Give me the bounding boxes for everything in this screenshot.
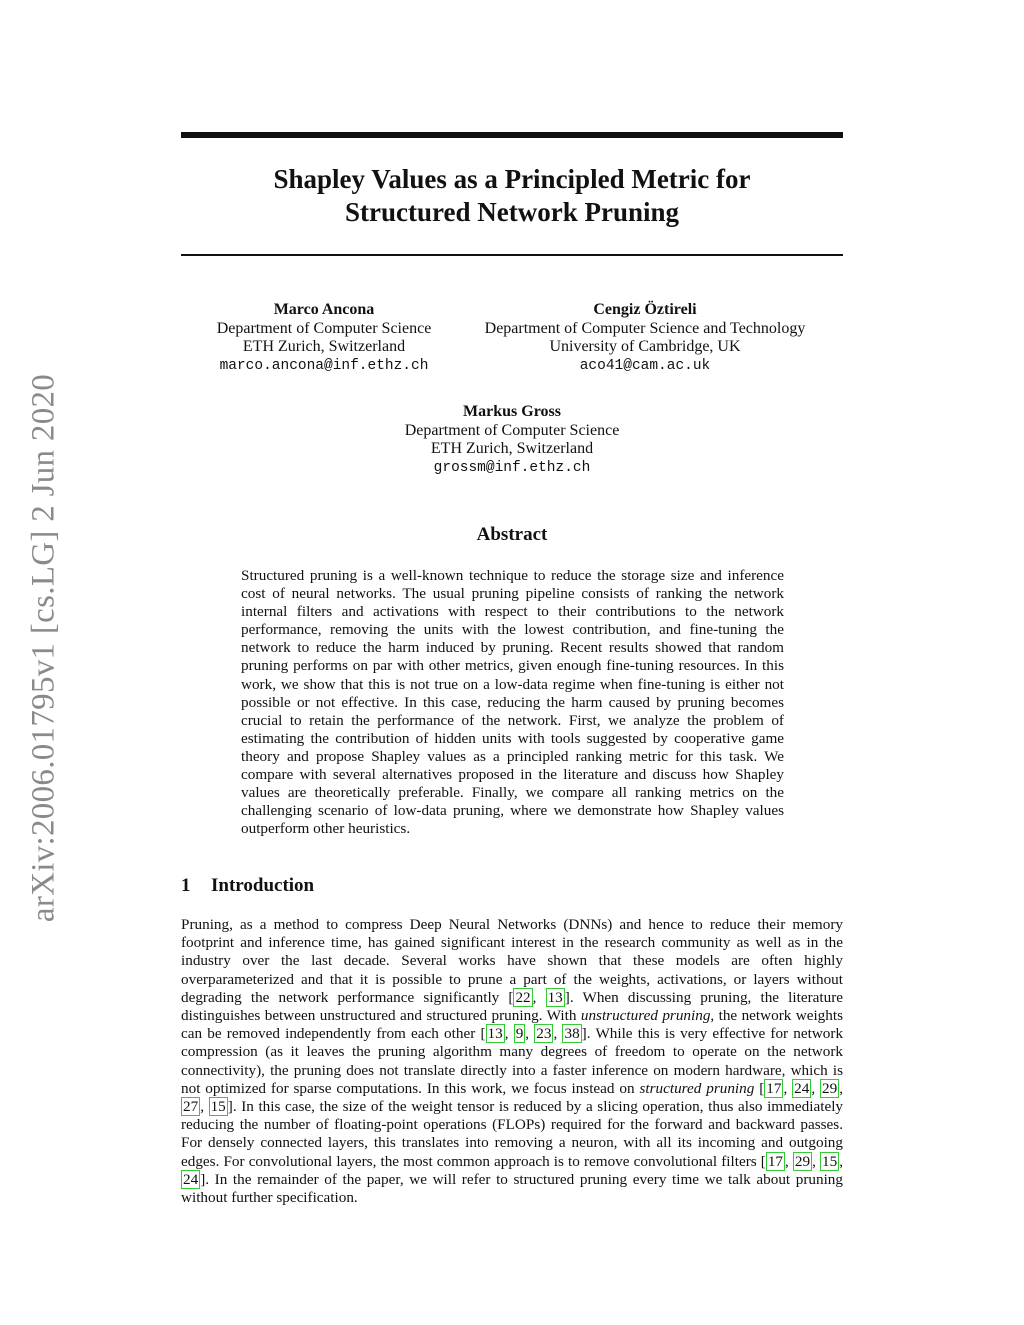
author-email[interactable]: aco41@cam.ac.uk [579, 357, 711, 374]
citation-separator: , [811, 1079, 821, 1097]
citation-separator: , [504, 1025, 514, 1043]
intro-text: ]. In this case, the size of the weight tensor is reduced by a slicing operation, thus also immediately reducing the number of floating-point operations (FLOPs) required for the forward and backward passes. For densely connected layers, this translates into removing a neuron, with all its incoming and outgoing edges. For convolutional layers, the most common approach is to remove convolutional filters [ [181, 1098, 844, 1170]
citation-separator: , [839, 1079, 844, 1097]
title-bottom-rule [181, 254, 843, 256]
author-name: Marco Ancona [273, 301, 375, 318]
citation-link[interactable]: 29 [794, 1152, 811, 1170]
intro-emphasis: unstructured pruning [580, 1007, 711, 1025]
title-line-1: Shapley Values as a Principled Metric for [273, 164, 751, 194]
author-email[interactable]: marco.ancona@inf.ethz.ch [219, 357, 429, 374]
citation-link[interactable]: 29 [822, 1079, 838, 1097]
citation-separator: , [525, 1025, 535, 1043]
title-top-rule [181, 132, 843, 138]
section-title: Introduction [211, 875, 315, 896]
citation-separator: , [785, 1152, 793, 1170]
author-block-2 [470, 301, 820, 375]
intro-text: ]. In the remainder of the paper, we will refer to structured pruning every time we talk about pruning without further specification. [181, 1170, 843, 1207]
citation-link[interactable]: 15 [822, 1152, 838, 1170]
author-institution: University of Cambridge, UK [549, 338, 741, 355]
intro-emphasis: structured pruning [639, 1079, 755, 1097]
citation-link[interactable]: 24 [794, 1079, 810, 1097]
author-department: Department of Computer Science and Technology [484, 319, 806, 337]
paper-title [181, 163, 843, 229]
author-institution: ETH Zurich, Switzerland [242, 338, 406, 355]
citation-separator: , [200, 1098, 209, 1116]
citation-link[interactable]: 15 [210, 1098, 226, 1116]
citation-link[interactable]: 38 [564, 1025, 580, 1043]
citation-link[interactable]: 17 [767, 1152, 784, 1170]
intro-text: ]. When discussing pruning, the literature distinguishes between unstructured and structured pruning. With [181, 988, 843, 1025]
citation-link[interactable]: 9 [515, 1025, 524, 1043]
citation-link[interactable]: 23 [536, 1025, 552, 1043]
author-email[interactable]: grossm@inf.ethz.ch [433, 459, 591, 476]
section-number: 1 [181, 875, 191, 896]
author-name: Markus Gross [463, 403, 561, 420]
intro-text: [ [754, 1079, 765, 1097]
author-block-1 [204, 301, 444, 375]
author-block-3 [362, 403, 662, 477]
citation-separator: , [532, 988, 546, 1006]
citation-link[interactable]: 13 [547, 988, 563, 1006]
citation-link[interactable]: 13 [487, 1025, 503, 1043]
abstract-text: Structured pruning is a well-known technique to reduce the storage size and inference cost of neural networks. The usual pruning pipeline consists of ranking the network internal filters and activations with respect to their contributions to the network performance, removing the units with the lowest contribution, and fine-tuning the network to reduce the harm induced by pruning. Recent results showed that random pruning performs on par with other metrics, given enough fine-tuning resources. In this work, we show that this is not true on a low-data regime when fine-tuning is either not possible or not effective. In this case, reducing the harm caused by pruning becomes crucial to retain the performance of the network. First, we analyze the problem of estimating the contribution of hidden units with tools suggested by cooperative game theory and propose Shapley values as a principled ranking metric for this task. We compare with several alternatives proposed in the literature and discuss how Shapley values are theoretically preferable. Finally, we compare all ranking metrics on the challenging scenario of low-data pruning, where we demonstrate how Shapley values outperform other heuristics. [241, 567, 784, 838]
citation-link[interactable]: 17 [766, 1079, 782, 1097]
citation-separator: , [839, 1152, 843, 1170]
abstract-heading: Abstract [476, 524, 548, 545]
arxiv-identifier-stamp: arXiv:2006.01795v1 [cs.LG] 2 Jun 2020 [25, 373, 62, 923]
intro-text: ]. While this is very effective for network compression (as it leaves the pruning algorithm many degrees of freedom to operate on the network connectivity), the pruning does not translate directly into a faster inference on modern hardware, which is not optimized for sparse computations. In this work, we focus instead on [181, 1025, 844, 1097]
section-heading-introduction [181, 875, 314, 897]
citation-separator: , [783, 1079, 793, 1097]
intro-text: , the network weights can be removed independently from each other [ [181, 1007, 844, 1043]
introduction-paragraph [181, 916, 843, 1207]
citation-link[interactable]: 27 [183, 1098, 199, 1116]
intro-text: Pruning, as a method to compress Deep Neural Networks (DNNs) and hence to reduce their memory footprint and inference time, has gained significant interest in the research community as well as in the industry over the last decade. Several works have shown that these models are often highly overparameterized and that it is possible to prune a part of the weights, activations, or layers without degrading the network performance significantly [ [181, 916, 843, 1006]
author-institution: ETH Zurich, Switzerland [430, 440, 594, 457]
author-name: Cengiz Öztireli [593, 301, 697, 318]
citation-link[interactable]: 22 [515, 988, 531, 1006]
citation-link[interactable]: 24 [183, 1170, 199, 1188]
author-department: Department of Computer Science [404, 421, 620, 439]
citation-separator: , [553, 1025, 563, 1043]
title-line-2: Structured Network Pruning [345, 197, 679, 227]
author-department: Department of Computer Science [216, 319, 432, 337]
citation-separator: , [812, 1152, 821, 1170]
